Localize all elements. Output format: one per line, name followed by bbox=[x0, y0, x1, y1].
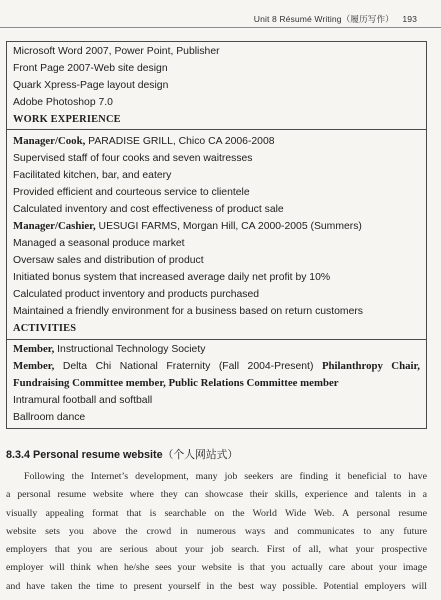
job-title-line bbox=[13, 218, 420, 235]
job-duty: Maintained a friendly environment for a business based on return customers bbox=[13, 306, 364, 317]
job-title-line bbox=[13, 133, 420, 150]
paragraph-line: a personal resume website where they can showcase their skills, experience and talents in a bbox=[6, 489, 427, 501]
activities-block bbox=[7, 341, 426, 426]
job-duty: Calculated inventory and cost effectiveness of product sale bbox=[13, 204, 284, 215]
activity-role: Philanthropy Chair, bbox=[321, 360, 421, 372]
job-detail: PARADISE GRILL, Chico CA 2006-2008 bbox=[85, 136, 275, 147]
job-title: Manager/Cook, bbox=[13, 135, 86, 147]
job-duty: Supervised staff of four cooks and seven waitresses bbox=[13, 153, 253, 164]
page-number: 193 bbox=[402, 14, 417, 24]
job-detail: UESUGI FARMS, Morgan Hill, CA 2000-2005 (Summers) bbox=[95, 221, 362, 232]
activity-role: Member, bbox=[13, 360, 55, 372]
activity-line bbox=[13, 341, 420, 358]
running-title: Unit 8 Résumé Writing（履历写作） bbox=[253, 14, 394, 24]
divider bbox=[7, 129, 426, 130]
paragraph-line: employers that you are serious about your job search. First of all, what your prospective bbox=[6, 544, 427, 556]
activity-line bbox=[13, 358, 420, 375]
activity-line bbox=[13, 375, 420, 392]
activity-detail: Delta Chi National Fraternity (Fall 2004-Present) bbox=[54, 361, 322, 372]
running-header bbox=[254, 13, 417, 25]
work-experience-heading: WORK EXPERIENCE bbox=[13, 114, 121, 125]
activity-line: Ballroom dance bbox=[13, 412, 86, 423]
paragraph-line: website sets you above the crowd in numerous ways and communicates to any future bbox=[6, 525, 427, 537]
header-rule bbox=[0, 27, 441, 28]
skills-block bbox=[7, 43, 426, 128]
job-title: Manager/Cashier, bbox=[13, 220, 96, 232]
job-duty: Managed a seasonal produce market bbox=[13, 238, 185, 249]
paragraph-line: employer will think when he/she sees your website is that you actually care about your image bbox=[6, 562, 427, 574]
section-title: 8.3.4 Personal resume website bbox=[6, 449, 163, 461]
job-duty: Initiated bonus system that increased average daily net profit by 10% bbox=[13, 272, 331, 283]
section-title-cjk: （个人网站式） bbox=[162, 449, 239, 461]
divider bbox=[7, 339, 426, 340]
section-heading bbox=[6, 447, 238, 462]
skill-line: Adobe Photoshop 7.0 bbox=[13, 97, 113, 108]
paragraph-line: visually appealing format that is searchable on the World Wide Web. A personal resume bbox=[6, 507, 427, 519]
activities-heading: ACTIVITIES bbox=[13, 323, 77, 334]
skill-line: Front Page 2007-Web site design bbox=[13, 63, 168, 74]
activity-roles: Fundraising Committee member, Public Relations Committee member bbox=[13, 377, 339, 389]
job-duty: Oversaw sales and distribution of product bbox=[13, 255, 204, 266]
activity-role: Member, bbox=[13, 343, 55, 355]
job-duty: Facilitated kitchen, bar, and eatery bbox=[13, 170, 172, 181]
skill-line: Quark Xpress-Page layout design bbox=[13, 80, 169, 91]
paragraph-line: Following the Internet’s development, many job seekers are finding it beneficial to have bbox=[24, 471, 427, 482]
paragraph-line: and have taken the time to present yourself in the best way possible. Potential employers will bbox=[6, 580, 427, 592]
skill-line: Microsoft Word 2007, Power Point, Publisher bbox=[13, 46, 220, 57]
resume-sample-box bbox=[6, 41, 427, 429]
body-paragraph bbox=[6, 468, 427, 596]
activity-detail: Instructional Technology Society bbox=[54, 344, 206, 355]
job-duty: Provided efficient and courteous service to clientele bbox=[13, 187, 250, 198]
job-duty: Calculated product inventory and products purchased bbox=[13, 289, 260, 300]
activity-line: Intramural football and softball bbox=[13, 395, 153, 406]
work-experience-block bbox=[7, 133, 426, 337]
